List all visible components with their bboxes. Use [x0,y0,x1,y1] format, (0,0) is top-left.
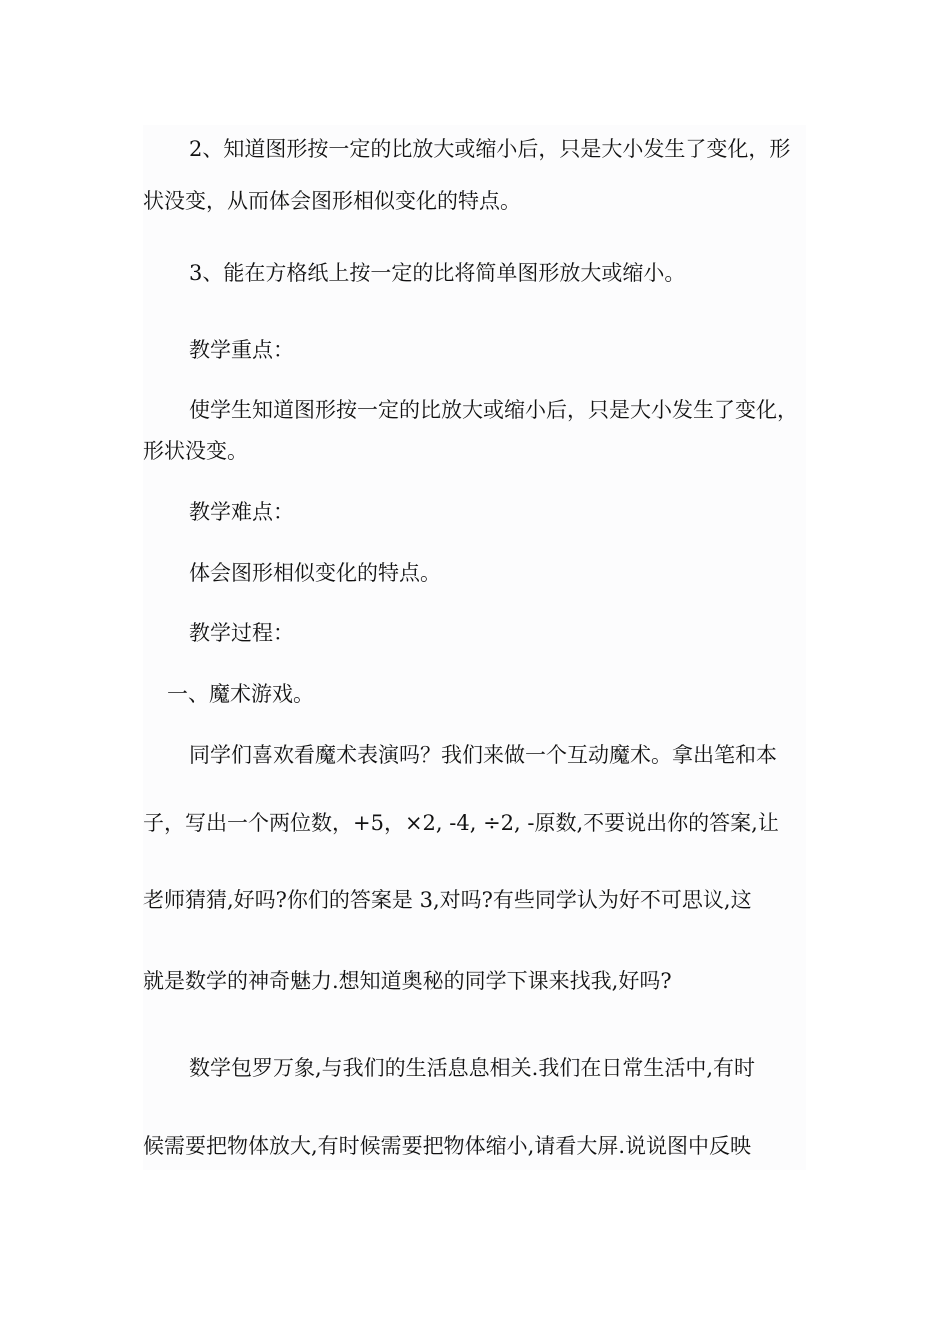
paragraph-math-life-line-2: 候需要把物体放大,有时候需要把物体缩小,请看大屏.说说图中反映 [143,1134,752,1158]
paragraph-magic-line-3: 老师猜猜,好吗?你们的答案是 3,对吗?有些同学认为好不可思议,这 [143,888,752,912]
section-heading-magic-game: 一、魔术游戏。 [167,682,314,706]
paragraph-magic-line-1: 同学们喜欢看魔术表演吗？我们来做一个互动魔术。拿出笔和本 [189,743,777,767]
heading-teaching-process: 教学过程： [189,621,294,645]
paragraph-magic-line-2: 子，写出一个两位数，+5，×2, -4, ÷2, -原数,不要说出你的答案,让 [143,811,779,835]
paragraph-math-life-line-1: 数学包罗万象,与我们的生活息息相关.我们在日常生活中,有时 [189,1056,756,1080]
paragraph-difficulty: 体会图形相似变化的特点。 [189,561,441,585]
paragraph-objective-3: 3、能在方格纸上按一定的比将简单图形放大或缩小。 [189,261,686,285]
paragraph-objective-2-line-2: 状没变，从而体会图形相似变化的特点。 [143,189,521,213]
paragraph-objective-2-line-1: 2、知道图形按一定的比放大或缩小后，只是大小发生了变化，形 [189,137,791,161]
heading-teaching-focus: 教学重点： [189,338,294,362]
paragraph-focus-line-1: 使学生知道图形按一定的比放大或缩小后，只是大小发生了变化， [189,398,798,422]
heading-teaching-difficulty: 教学难点： [189,500,294,524]
paragraph-magic-line-4: 就是数学的神奇魅力.想知道奥秘的同学下课来找我,好吗? [143,969,672,993]
paragraph-focus-line-2: 形状没变。 [143,439,248,463]
